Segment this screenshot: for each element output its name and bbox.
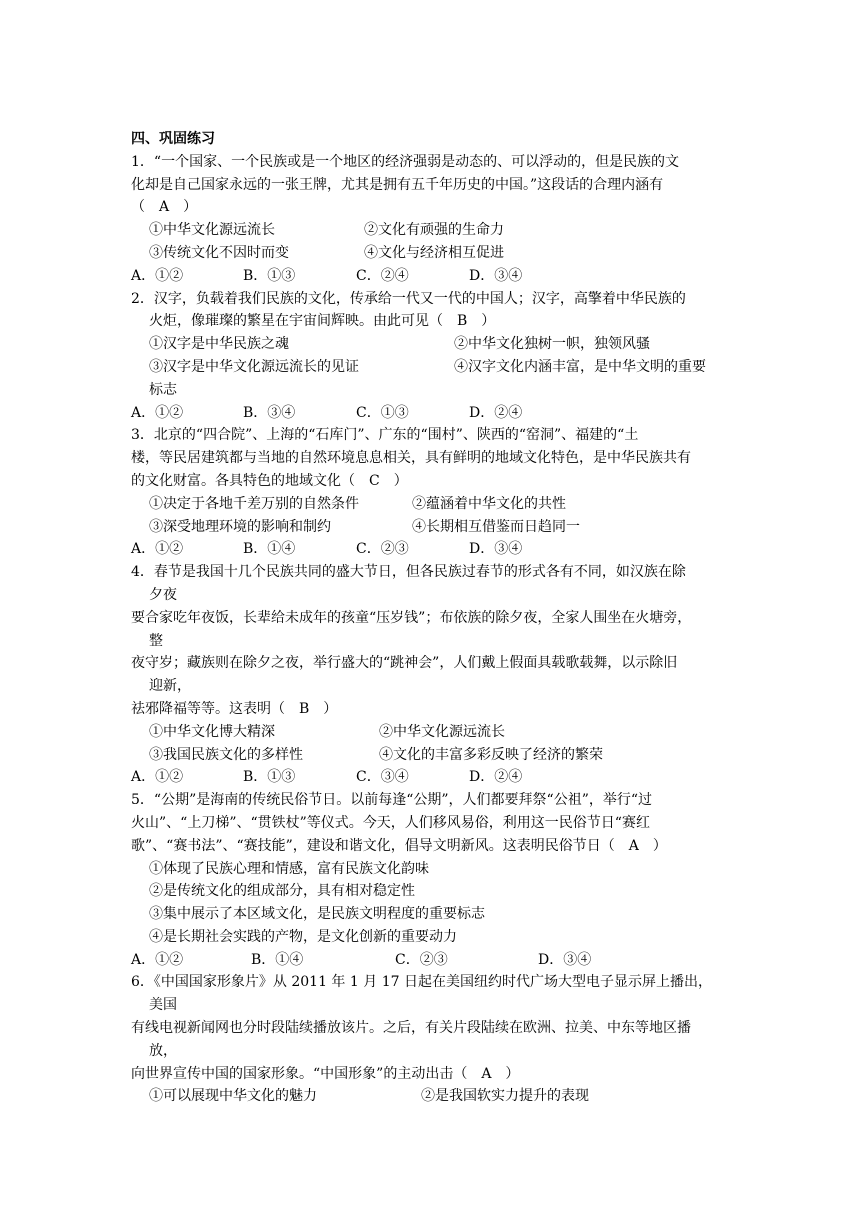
question-1-options-row	[131, 219, 731, 242]
question-1-answer: （ A ）	[131, 199, 198, 216]
question-1-options-row	[131, 242, 731, 265]
choice-c: C．②④	[356, 267, 409, 284]
question-5-stem: 火山”、“上刀梯”、“贯铁杖”等仪式。今天，人们移风易俗，利用这一民俗节日“赛红	[131, 814, 650, 831]
question-1-option: ④文化与经济相互促进	[364, 244, 504, 261]
question-1-stem: 化却是自己国家永远的一张王牌，尤其是拥有五千年历史的中国。”这段话的合理内涵有	[131, 176, 664, 193]
exercise-document	[131, 128, 731, 1108]
choice-a: A．①②	[131, 404, 184, 421]
question-3-stem: 3．北京的“四合院”、上海的“石库门”、广东的“围村”、陕西的“窑洞”、福建的“土	[131, 427, 639, 444]
choice-d: D．③④	[538, 951, 592, 968]
question-3-option: ③深受地理环境的影响和制约	[149, 518, 331, 535]
question-2-choices	[131, 402, 731, 425]
question-4-options-row	[131, 744, 731, 767]
choice-b: B．①③	[243, 267, 296, 284]
question-1-choices	[131, 265, 731, 288]
choice-a: A．①②	[131, 769, 184, 786]
question-3-choices	[131, 538, 731, 561]
question-2-options-row	[131, 356, 731, 379]
question-2-option: ①汉字是中华民族之魂	[149, 336, 289, 353]
question-3-option: ①决定于各地千差万别的自然条件	[149, 495, 359, 512]
choice-b: B．①③	[243, 769, 296, 786]
question-5-option: ③集中展示了本区域文化，是民族文明程度的重要标志	[149, 906, 485, 923]
question-2-option: ②中华文化独树一帜，独领风骚	[454, 336, 650, 353]
question-2-option: ④汉字文化内涵丰富，是中华文明的重要	[454, 358, 706, 375]
question-6-options-row	[131, 1085, 731, 1108]
question-5-choices	[131, 949, 731, 972]
question-4-option: ②中华文化源远流长	[379, 723, 505, 740]
choice-b: B．①④	[251, 951, 304, 968]
question-4-stem: 祛邪降福等等。这表明（ B ）	[131, 700, 338, 717]
choice-d: D．②④	[469, 769, 523, 786]
question-4-stem: 要合家吃年夜饭，长辈给未成年的孩童“压岁钱”；布依族的除夕夜，全家人围坐在火塘旁，	[131, 609, 692, 626]
question-3-stem: 的文化财富。各具特色的地域文化（ C ）	[131, 472, 408, 489]
question-6-stem: 美国	[149, 997, 177, 1014]
question-4-option: ①中华文化博大精深	[149, 723, 275, 740]
choice-b: B．③④	[243, 404, 296, 421]
question-2-option-cont: 标志	[149, 381, 177, 398]
question-6-stem: 有线电视新闻网也分时段陆续播放该片。之后，有关片段陆续在欧洲、拉美、中东等地区播	[131, 1020, 691, 1037]
question-3-options-row	[131, 493, 731, 516]
question-4-options-row	[131, 721, 731, 744]
question-1-option: ③传统文化不因时而变	[149, 244, 289, 261]
question-4-stem: 4．春节是我国十几个民族共同的盛大节日，但各民族过春节的形式各有不同，如汉族在除	[131, 564, 686, 581]
question-2-stem: 2．汉字，负载着我们民族的文化，传承给一代又一代的中国人；汉字，高擎着中华民族的	[131, 290, 686, 307]
question-5-stem: 歌”、“赛书法”、“赛技能”，建设和谐文化，倡导文明新风。这表明民俗节日（ A ）	[131, 837, 667, 854]
section-title: 四、巩固练习	[131, 131, 215, 147]
choice-c: C．③④	[356, 769, 409, 786]
question-4-stem: 整	[149, 632, 163, 649]
question-4-stem: 夕夜	[149, 586, 177, 603]
question-6-option: ②是我国软实力提升的表现	[421, 1088, 589, 1105]
question-1-stem: 1．“一个国家、一个民族或是一个地区的经济强弱是动态的、可以浮动的，但是民族的文	[131, 153, 680, 170]
choice-c: C．①③	[356, 404, 409, 421]
question-2-stem: 火炬，像璀璨的繁星在宇宙间辉映。由此可见（ B ）	[149, 313, 496, 330]
question-2-options-row	[131, 333, 731, 356]
question-1-option: ②文化有顽强的生命力	[364, 222, 504, 239]
question-4-option: ④文化的丰富多彩反映了经济的繁荣	[379, 746, 603, 763]
choice-b: B．①④	[243, 541, 296, 558]
question-1-option: ①中华文化源远流长	[149, 222, 275, 239]
question-3-stem: 楼，等民居建筑都与当地的自然环境息息相关，具有鲜明的地域文化特色，是中华民族共有	[131, 450, 691, 467]
question-3-options-row	[131, 516, 731, 539]
choice-c: C．②③	[395, 951, 448, 968]
choice-a: A．①②	[131, 267, 184, 284]
choice-a: A．①②	[131, 951, 184, 968]
question-6-stem: 放，	[149, 1042, 177, 1059]
question-2-option: ③汉字是中华文化源远流长的见证	[149, 358, 359, 375]
question-5-option: ④是长期社会实践的产物，是文化创新的重要动力	[149, 928, 457, 945]
choice-a: A．①②	[131, 541, 184, 558]
question-5-option: ①体现了民族心理和情感，富有民族文化韵味	[149, 860, 429, 877]
choice-d: D．③④	[469, 267, 523, 284]
question-4-stem: 迎新，	[149, 678, 191, 695]
choice-d: D．③④	[469, 541, 523, 558]
question-4-choices	[131, 766, 731, 789]
choice-d: D．②④	[469, 404, 523, 421]
question-4-option: ③我国民族文化的多样性	[149, 746, 303, 763]
question-6-option: ①可以展现中华文化的魅力	[149, 1088, 317, 1105]
question-3-option: ④长期相互借鉴而日趋同一	[412, 518, 580, 535]
question-4-stem: 夜守岁；藏族则在除夕之夜，举行盛大的“跳神会”，人们戴上假面具载歌载舞，以示除旧	[131, 655, 678, 672]
question-5-option: ②是传统文化的组成部分，具有相对稳定性	[149, 883, 415, 900]
question-5-stem: 5．“公期”是海南的传统民俗节日。以前每逢“公期”，人们都要拜祭“公祖”，举行“过	[131, 792, 653, 809]
question-3-option: ②蕴涵着中华文化的共性	[412, 495, 566, 512]
choice-c: C．②③	[356, 541, 409, 558]
question-6-stem: 6．《中国国家形象片》从 2011 年 1 月 17 日起在美国纽约时代广场大型电子显示屏上播出，	[131, 974, 712, 991]
question-6-stem: 向世界宣传中国的国家形象。“中国形象”的主动出击（ A ）	[131, 1065, 520, 1082]
